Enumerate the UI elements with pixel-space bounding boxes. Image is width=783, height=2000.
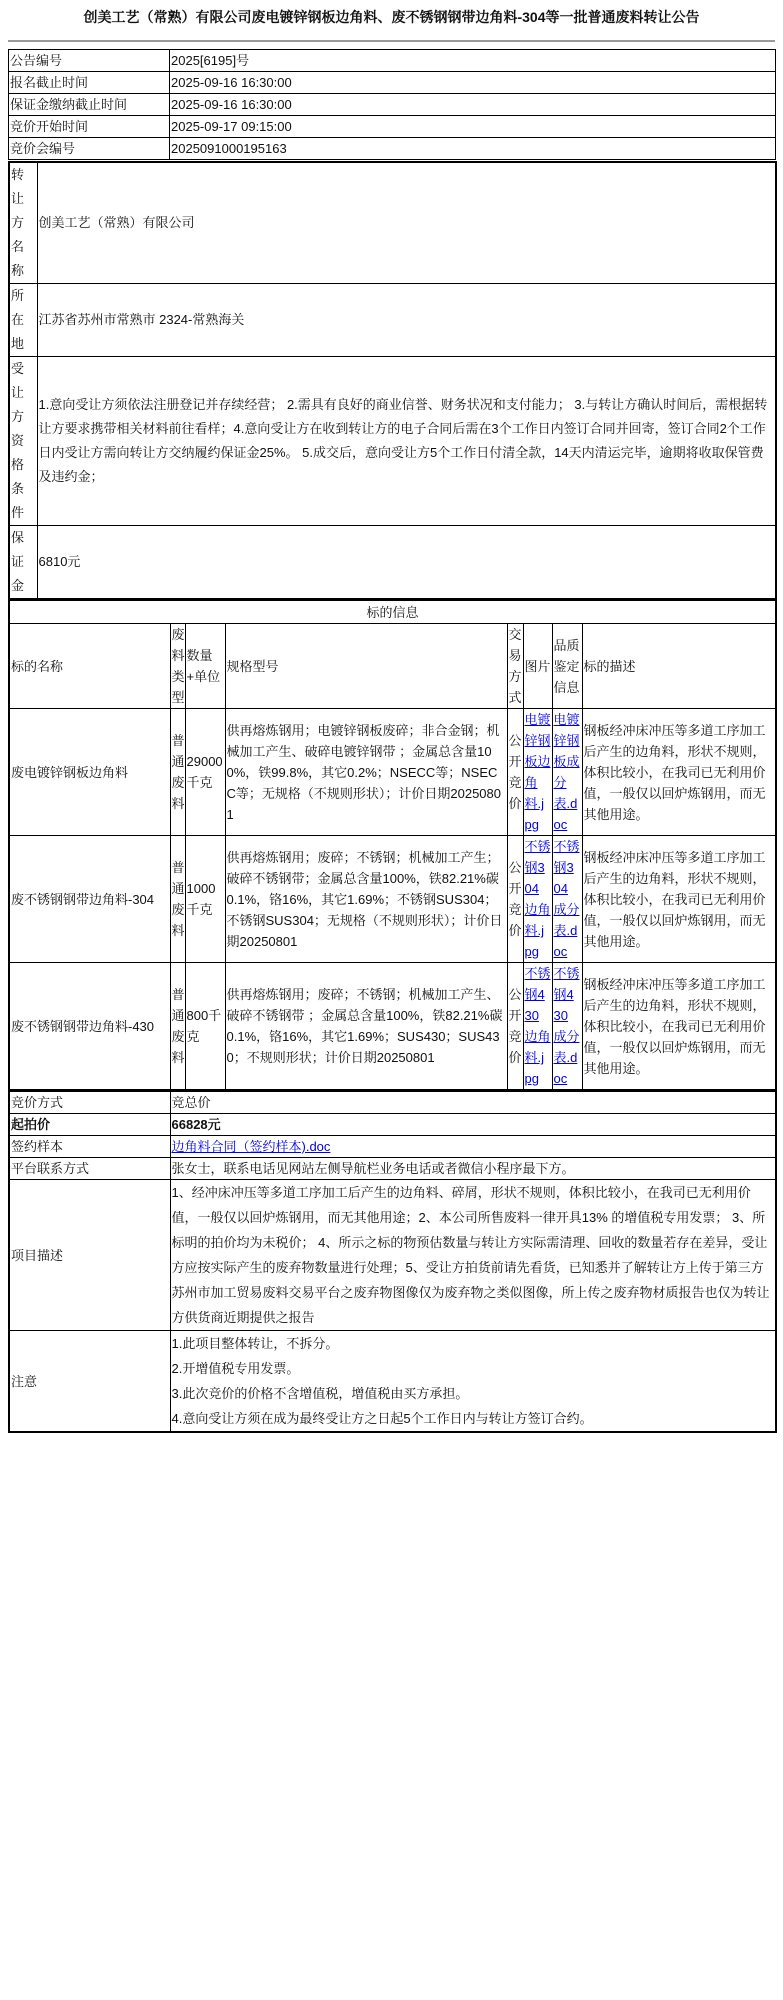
item-quality-cell [552, 963, 582, 1091]
col-header-trade-method: 交易方式 [507, 624, 523, 709]
info-value: 2025-09-16 16:30:00 [170, 72, 776, 94]
item-image-link[interactable]: 不锈钢304边角料.jpg [524, 839, 551, 959]
contract-sample-row [9, 1136, 776, 1158]
item-spec: 供再熔炼钢用；电镀锌钢板废碎；非合金钢；机械加工产生、破碎电镀锌钢带 ；金属总含量100%，铁99.8%，其它0.2%；NSECC等；NSECC等；无规格（不规则形状）；计价日期20250801 [225, 709, 507, 836]
notice-item: 1.此项目整体转让，不拆分。 [171, 1336, 339, 1351]
contact-row [9, 1158, 776, 1180]
info-label: 竞价开始时间 [9, 116, 170, 138]
contact-value: 张女士，联系电话见网站左侧导航栏业务电话或者微信小程序最下方。 [170, 1158, 776, 1180]
info-row-registration-deadline [9, 72, 776, 94]
notice-row [9, 1331, 776, 1433]
item-quality-link[interactable]: 电镀锌钢板成分表.doc [553, 712, 580, 832]
deposit-label: 保证金 [9, 526, 37, 599]
item-name: 废不锈钢钢带边角料-304 [9, 836, 170, 963]
info-label: 报名截止时间 [9, 72, 170, 94]
item-description: 钢板经冲床冲压等多道工序加工后产生的边角料，形状不规则，体积比较小，在我司已无利用价值，一般仅以回炉炼钢用，而无其他用途。 [582, 836, 776, 963]
basic-info-table [8, 49, 776, 160]
notice-item: 3.此次竞价的价格不含增值税，增值税由买方承担。 [171, 1386, 469, 1401]
item-trade-method: 公开竞价 [507, 963, 523, 1091]
item-quantity: 800千克 [185, 963, 225, 1091]
item-trade-method: 公开竞价 [507, 836, 523, 963]
info-value: 2025091000195163 [170, 138, 776, 160]
item-image-cell [523, 709, 552, 836]
item-name: 废不锈钢钢带边角料-430 [9, 963, 170, 1091]
qualification-label: 受让方资格条件 [9, 357, 37, 526]
auction-method-row [9, 1092, 776, 1114]
page-title: 创美工艺（常熟）有限公司废电镀锌钢板边角料、废不锈钢钢带边角料-304等一批普通废料转让公告 [83, 9, 700, 25]
items-table [8, 599, 777, 1091]
contact-label: 平台联系方式 [9, 1158, 170, 1180]
project-description-value: 1、经冲床冲压等多道工序加工后产生的边角料、碎屑，形状不规则，体积比较小，在我司已无利用价值，一般仅以回炉炼钢用，而无其他用途；2、本公司所售废料一律开具13% 的增值税专用发票； 3、所标明的拍价均为未税价； 4、所示之标的物预估数量与转让方实际需清理、回收的数量若存在差异，受让方应按实际产生的废弃物数量进行处理；5、受让方拍货前请先看货，已知悉并了解转让方上传于第三方苏州市加工贸易废料交易平台之废弃物图像仅为废弃物之类似图像，所上传之废弃物材质报告也仅为转让方供货商近期提供之报告 [170, 1180, 776, 1331]
col-header-spec: 规格型号 [225, 624, 507, 709]
contract-sample-label: 签约样本 [9, 1136, 170, 1158]
item-image-link[interactable]: 不锈钢430边角料.jpg [524, 966, 551, 1086]
item-image-cell [523, 963, 552, 1091]
items-header-row [9, 624, 776, 709]
transferor-location-value: 江苏省苏州市常熟市 2324-常熟海关 [37, 284, 776, 357]
contract-sample-cell [170, 1136, 776, 1158]
start-price-value: 66828元 [170, 1114, 776, 1136]
col-header-quality: 品质鉴定信息 [552, 624, 582, 709]
item-spec: 供再熔炼钢用；废碎；不锈钢；机械加工产生；破碎不锈钢带；金属总含量100%，铁82.21%碳0.1%，铬16%，其它1.69%；不锈钢SUS304；不锈钢SUS304；无规格（不规则形状）；计价日期20250801 [225, 836, 507, 963]
start-price-label: 起拍价 [9, 1114, 170, 1136]
item-quality-link[interactable]: 不锈钢304成分表.doc [553, 839, 580, 959]
item-type: 普通废料 [170, 709, 185, 836]
items-section-heading: 标的信息 [9, 600, 776, 624]
item-type: 普通废料 [170, 836, 185, 963]
items-section-heading-row [9, 600, 776, 624]
item-name: 废电镀锌钢板边角料 [9, 709, 170, 836]
table-row [9, 836, 776, 963]
info-value: 2025[6195]号 [170, 50, 776, 72]
item-quality-link[interactable]: 不锈钢430成分表.doc [553, 966, 580, 1086]
info-row-deposit-deadline [9, 94, 776, 116]
qualification-row [9, 357, 776, 526]
auction-method-label: 竞价方式 [9, 1092, 170, 1114]
start-price-row [9, 1114, 776, 1136]
transferor-table [8, 161, 777, 599]
info-row-auction-no [9, 138, 776, 160]
item-trade-method: 公开竞价 [507, 709, 523, 836]
item-quantity: 29000千克 [185, 709, 225, 836]
info-label: 保证金缴纳截止时间 [9, 94, 170, 116]
item-quality-cell [552, 836, 582, 963]
item-quantity: 1000千克 [185, 836, 225, 963]
info-label: 竞价会编号 [9, 138, 170, 160]
item-description: 钢板经冲床冲压等多道工序加工后产生的边角料，形状不规则，体积比较小，在我司已无利用价值，一般仅以回炉炼钢用，而无其他用途。 [582, 963, 776, 1091]
notice-item: 4.意向受让方须在成为最终受让方之日起5个工作日内与转让方签订合约。 [171, 1411, 593, 1426]
project-description-row [9, 1180, 776, 1331]
table-row [9, 709, 776, 836]
table-row [9, 963, 776, 1091]
item-image-link[interactable]: 电镀锌钢板边角料.jpg [524, 712, 551, 832]
transferor-location-row [9, 284, 776, 357]
info-value: 2025-09-16 16:30:00 [170, 94, 776, 116]
notice-item: 2.开增值税专用发票。 [171, 1361, 300, 1376]
col-header-image: 图片 [523, 624, 552, 709]
transferor-location-label: 所在地 [9, 284, 37, 357]
notice-label: 注意 [9, 1331, 170, 1433]
notice-list [170, 1331, 776, 1433]
transferor-name-row [9, 162, 776, 284]
qualification-value: 1.意向受让方须依法注册登记并存续经营； 2.需具有良好的商业信誉、财务状况和支付能力； 3.与转让方确认时间后，需根据转让方要求携带相关材料前往看样；4.意向受让方在收到转让方的电子合同后需在3个工作日内签订合同并回寄，签订合同2个工作日内受让方需向转让方交纳履约保证金25%。 5.成交后，意向受让方5个工作日付清全款，14天内清运完毕，逾期将收取保管费及违约金； [37, 357, 776, 526]
col-header-quantity: 数量+单位 [185, 624, 225, 709]
item-quality-cell [552, 709, 582, 836]
info-row-auction-start [9, 116, 776, 138]
deposit-row [9, 526, 776, 599]
item-type: 普通废料 [170, 963, 185, 1091]
info-row-announcement-no [9, 50, 776, 72]
info-label: 公告编号 [9, 50, 170, 72]
col-header-description: 标的描述 [582, 624, 776, 709]
contract-sample-link[interactable]: 边角料合同（签约样本).doc [171, 1139, 331, 1154]
auction-info-table [8, 1091, 777, 1433]
item-image-cell [523, 836, 552, 963]
item-description: 钢板经冲床冲压等多道工序加工后产生的边角料，形状不规则，体积比较小，在我司已无利用价值，一般仅以回炉炼钢用，而无其他用途。 [582, 709, 776, 836]
transferor-name-value: 创美工艺（常熟）有限公司 [37, 162, 776, 284]
item-spec: 供再熔炼钢用；废碎；不锈钢；机械加工产生、破碎不锈钢带 ；金属总含量100%，铁82.21%碳0.1%，铬16%，其它1.69%；SUS430；SUS430；不规则形状；计价日期20250801 [225, 963, 507, 1091]
deposit-value: 6810元 [37, 526, 776, 599]
title-divider [8, 40, 775, 42]
col-header-type: 废料类型 [170, 624, 185, 709]
info-value: 2025-09-17 09:15:00 [170, 116, 776, 138]
transferor-name-label: 转让方名称 [9, 162, 37, 284]
project-description-label: 项目描述 [9, 1180, 170, 1331]
auction-method-value: 竞总价 [170, 1092, 776, 1114]
col-header-name: 标的名称 [9, 624, 170, 709]
